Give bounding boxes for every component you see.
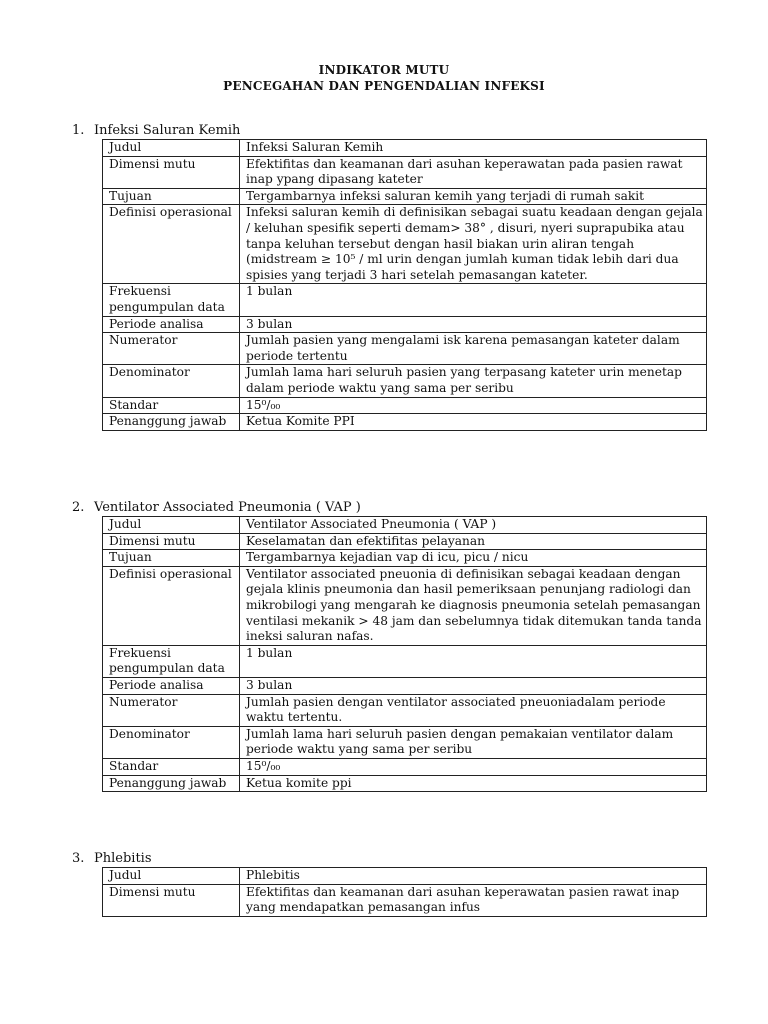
row-value: 15⁰/₀₀: [240, 397, 707, 414]
row-label: Dimensi mutu: [103, 156, 240, 188]
table-row: [103, 205, 707, 284]
row-value: Efektifitas dan keamanan dari asuhan keperawatan pasien rawat inap yang mendapatkan pemasangan infus: [240, 884, 707, 916]
section-number: 2.: [72, 500, 85, 515]
section-number: 3.: [72, 851, 85, 866]
section-heading-isk: [72, 123, 240, 138]
row-value: Ventilator associated pneuonia di definisikan sebagai keadaan dengan gejala klinis pneumonia dan hasil pemeriksaan penunjang radiologi dan mikrobilogi yang mengarah ke diagnosis pneumonia setelah pemasangan ventilasi mekanik > 48 jam dan sebelumnya tidak ditemukan tanda tanda ineksi saluran nafas.: [240, 566, 707, 645]
table-row: [103, 694, 707, 726]
row-label: Frekuensi pengumpulan data: [103, 284, 240, 316]
row-value: Tergambarnya kejadian vap di icu, picu / nicu: [240, 550, 707, 567]
indicator-table-vap: [102, 516, 707, 792]
table-row: [103, 316, 707, 333]
section-title: Infeksi Saluran Kemih: [94, 123, 241, 138]
row-label: Definisi operasional: [103, 205, 240, 284]
row-label: Judul: [103, 140, 240, 157]
table-row: [103, 868, 707, 885]
row-value: Jumlah lama hari seluruh pasien dengan pemakaian ventilator dalam periode waktu yang sama per seribu: [240, 726, 707, 758]
row-label: Tujuan: [103, 550, 240, 567]
table-row: [103, 140, 707, 157]
row-label: Penanggung jawab: [103, 775, 240, 792]
table-row: [103, 533, 707, 550]
row-label: Numerator: [103, 694, 240, 726]
row-label: Dimensi mutu: [103, 884, 240, 916]
row-label: Standar: [103, 397, 240, 414]
section-title: Phlebitis: [94, 851, 152, 866]
row-label: Periode analisa: [103, 677, 240, 694]
row-label: Standar: [103, 758, 240, 775]
row-value: 1 bulan: [240, 284, 707, 316]
row-value: Infeksi Saluran Kemih: [240, 140, 707, 157]
table-row: [103, 156, 707, 188]
row-label: Periode analisa: [103, 316, 240, 333]
table-row: [103, 775, 707, 792]
row-value: 3 bulan: [240, 316, 707, 333]
table-row: [103, 758, 707, 775]
row-value: Ketua komite ppi: [240, 775, 707, 792]
table-row: [103, 414, 707, 431]
section-heading-phlebitis: [72, 851, 152, 866]
table-row: [103, 550, 707, 567]
row-label: Dimensi mutu: [103, 533, 240, 550]
row-value: Efektifitas dan keamanan dari asuhan keperawatan pada pasien rawat inap ypang dipasang kateter: [240, 156, 707, 188]
table-row: [103, 365, 707, 397]
row-value: Tergambarnya infeksi saluran kemih yang terjadi di rumah sakit: [240, 188, 707, 205]
section-title: Ventilator Associated Pneumonia ( VAP ): [94, 500, 361, 515]
row-label: Tujuan: [103, 188, 240, 205]
table-row: [103, 188, 707, 205]
document-title: INDIKATOR MUTU: [318, 63, 450, 77]
row-label: Definisi operasional: [103, 566, 240, 645]
row-label: Judul: [103, 517, 240, 534]
row-value: Infeksi saluran kemih di definisikan sebagai suatu keadaan dengan gejala / keluhan spesifik seperti demam> 38° , disuri, nyeri suprapubika atau tanpa keluhan tersebut dengan hasil biakan urin aliran tengah (midstream ≥ 10⁵ / ml urin dengan jumlah kuman tidak lebih dari dua spisies yang terjadi 3 hari setelah pemasangan kateter.: [240, 205, 707, 284]
table-row: [103, 645, 707, 677]
table-row: [103, 284, 707, 316]
table-row: [103, 517, 707, 534]
section-heading-vap: [72, 500, 361, 515]
table-row: [103, 677, 707, 694]
table-row: [103, 726, 707, 758]
row-label: Penanggung jawab: [103, 414, 240, 431]
row-value: 15⁰/₀₀: [240, 758, 707, 775]
row-value: Phlebitis: [240, 868, 707, 885]
row-label: Numerator: [103, 333, 240, 365]
row-label: Denominator: [103, 365, 240, 397]
row-value: Ketua Komite PPI: [240, 414, 707, 431]
table-row: [103, 884, 707, 916]
table-row: [103, 333, 707, 365]
indicator-table-isk: [102, 139, 707, 431]
table-row: [103, 397, 707, 414]
row-label: Frekuensi pengumpulan data: [103, 645, 240, 677]
indicator-table-phlebitis: [102, 867, 707, 917]
row-value: Ventilator Associated Pneumonia ( VAP ): [240, 517, 707, 534]
row-label: Judul: [103, 868, 240, 885]
row-value: Jumlah lama hari seluruh pasien yang terpasang kateter urin menetap dalam periode waktu yang sama per seribu: [240, 365, 707, 397]
row-value: Jumlah pasien yang mengalami isk karena pemasangan kateter dalam periode tertentu: [240, 333, 707, 365]
row-value: 3 bulan: [240, 677, 707, 694]
document-subtitle: PENCEGAHAN DAN PENGENDALIAN INFEKSI: [223, 79, 545, 93]
row-value: Jumlah pasien dengan ventilator associated pneuoniadalam periode waktu tertentu.: [240, 694, 707, 726]
row-label: Denominator: [103, 726, 240, 758]
row-value: 1 bulan: [240, 645, 707, 677]
row-value: Keselamatan dan efektifitas pelayanan: [240, 533, 707, 550]
section-number: 1.: [72, 123, 85, 138]
table-row: [103, 566, 707, 645]
